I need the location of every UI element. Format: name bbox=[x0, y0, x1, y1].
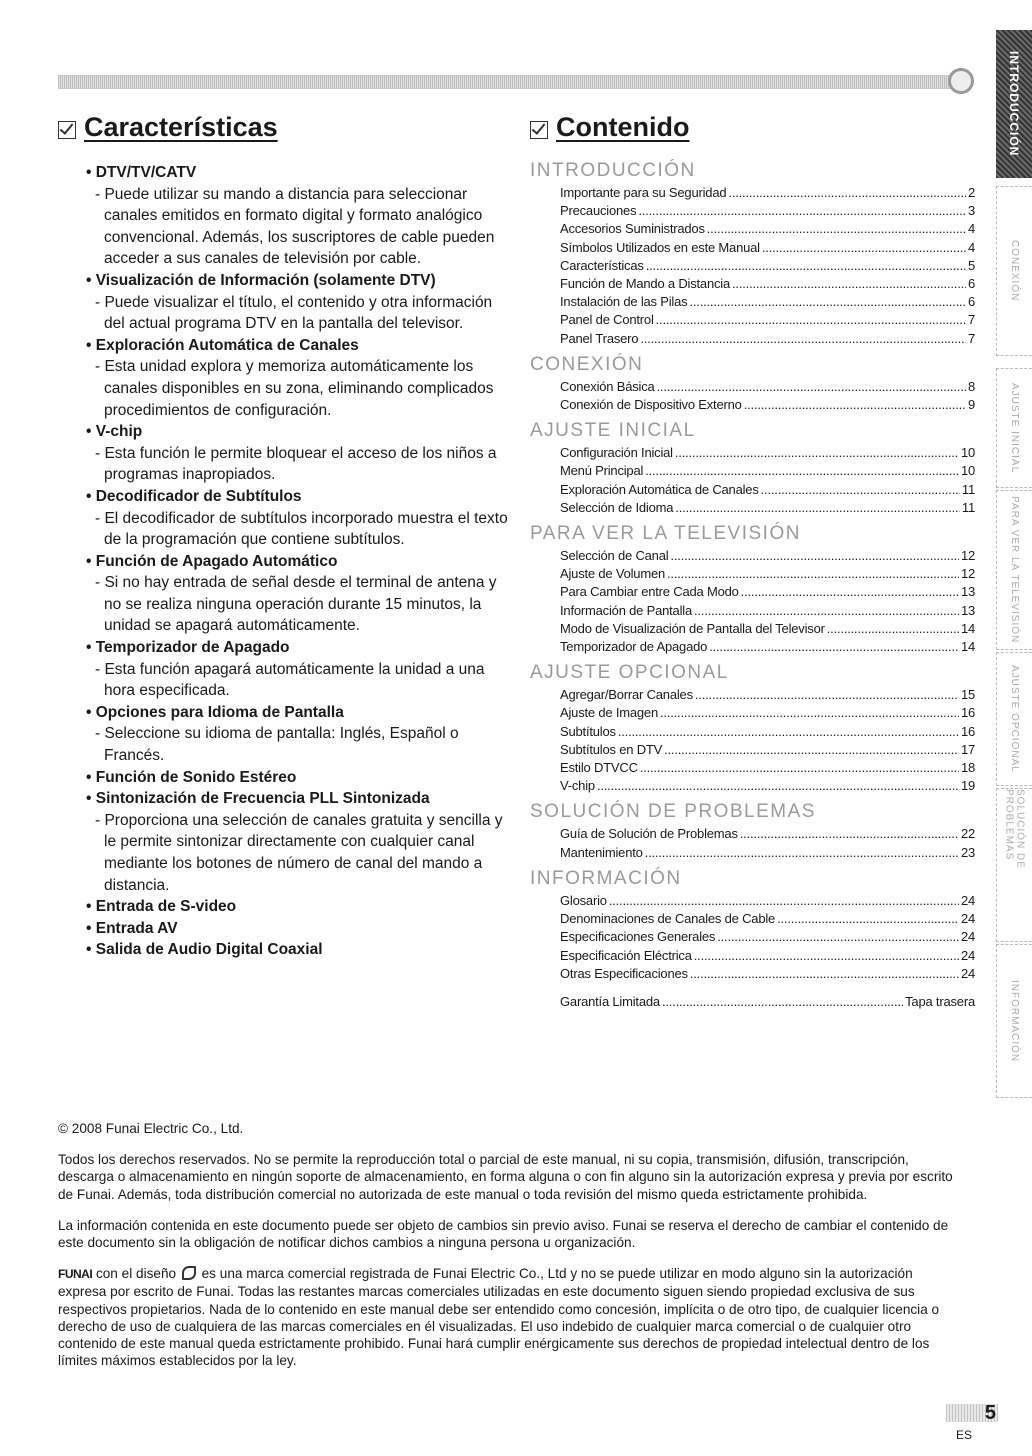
feature-item bbox=[86, 421, 511, 486]
toc-entry[interactable] bbox=[560, 257, 975, 275]
toc-entry-page: 24 bbox=[960, 892, 975, 908]
toc-entry-page: 24 bbox=[960, 929, 975, 945]
toc-entry-page: 24 bbox=[960, 947, 975, 963]
toc-leader bbox=[740, 825, 959, 843]
features-list bbox=[86, 162, 511, 961]
toc-entry-label: Especificaciones Generales bbox=[560, 929, 716, 945]
feature-heading: • Exploración Automática de Canales bbox=[86, 335, 511, 357]
feature-description: - Esta unidad explora y memoriza automáticamente los canales disponibles en su zona, eliminando complicados procedimientos de configuración. bbox=[95, 358, 494, 419]
toc-entry-label: Configuración Inicial bbox=[560, 445, 673, 461]
toc-leader bbox=[675, 444, 959, 462]
feature-heading: • Salida de Audio Digital Coaxial bbox=[86, 939, 511, 961]
toc-entry-page: Tapa trasera bbox=[905, 993, 975, 1009]
toc-entry-page: 7 bbox=[967, 330, 975, 346]
toc-entry-label: Estilo DTVCC bbox=[560, 760, 638, 776]
toc-entry-page: 10 bbox=[960, 445, 975, 461]
toc-entry-page: 14 bbox=[960, 620, 975, 636]
feature-heading: • Decodificador de Subtítulos bbox=[86, 486, 511, 508]
toc-leader bbox=[657, 378, 966, 396]
toc-entry[interactable] bbox=[560, 583, 975, 601]
toc-section-heading: CONEXIÓN bbox=[530, 353, 644, 375]
toc-entry-page: 2 bbox=[967, 185, 975, 200]
copyright: © 2008 Funai Electric Co., Ltd. bbox=[58, 1121, 244, 1136]
feature-heading: • Visualización de Información (solamente DTV) bbox=[86, 270, 511, 292]
toc-entry-label: Selección de Idioma bbox=[560, 499, 674, 515]
feature-item bbox=[86, 162, 511, 270]
toc-entry[interactable] bbox=[560, 759, 975, 777]
toc-entry-page: 16 bbox=[960, 723, 975, 739]
toc-entry[interactable] bbox=[560, 499, 975, 517]
toc-entry[interactable] bbox=[560, 444, 975, 462]
features-title bbox=[58, 112, 278, 143]
sidebar-tab-label: INTRODUCCIÓN bbox=[1007, 51, 1021, 157]
header-rule-end bbox=[948, 68, 974, 94]
toc-leader bbox=[618, 723, 959, 741]
toc-section-heading: AJUSTE INICIAL bbox=[530, 420, 696, 442]
toc-entry-label: Para Cambiar entre Cada Modo bbox=[560, 584, 739, 600]
toc-entry[interactable] bbox=[560, 844, 975, 862]
toc-entry-label: Ajuste de Imagen bbox=[560, 705, 658, 721]
toc-entry[interactable] bbox=[560, 686, 975, 704]
toc-entry[interactable] bbox=[560, 777, 975, 795]
toc-leader bbox=[645, 462, 959, 480]
toc-entry[interactable] bbox=[560, 293, 975, 311]
toc-entry-label: Instalación de las Pilas bbox=[560, 294, 688, 310]
sidebar-tab[interactable] bbox=[996, 186, 1032, 356]
trademark-text-a: con el diseño bbox=[95, 1266, 177, 1282]
table-of-contents bbox=[530, 160, 975, 1011]
toc-entry-label: Mantenimiento bbox=[560, 844, 643, 860]
feature-description: - Seleccione su idioma de pantalla: Inglés, Español o Francés. bbox=[95, 725, 459, 765]
sidebar-tab-label: INFORMACIÓN bbox=[1009, 979, 1020, 1063]
toc-entry-page: 3 bbox=[967, 203, 975, 219]
toc-entry-page: 10 bbox=[960, 463, 975, 479]
toc-entry-label: Selección de Canal bbox=[560, 548, 669, 564]
toc-leader bbox=[645, 844, 959, 862]
toc-entry[interactable] bbox=[560, 275, 975, 293]
feature-item bbox=[86, 767, 511, 789]
toc-entry-page: 6 bbox=[967, 294, 975, 310]
feature-item bbox=[86, 788, 511, 896]
rights-notice: Todos los derechos reservados. No se permite la reproducción total o parcial de este manual, ni su copia, transmisión, difusión, transcripción, descarga o almacenamiento en ningún soporte de almacenamiento, en forma alguna o con fin alguno sin la autorización expresa y previa por escrito de Funai. Además, toda distribución comercial no autorizada de este manual o toda revisión del mismo queda estrictamente prohibida. bbox=[58, 1152, 953, 1202]
toc-entry-warranty[interactable] bbox=[560, 993, 975, 1011]
toc-entry[interactable] bbox=[560, 620, 975, 638]
toc-leader bbox=[741, 583, 959, 601]
sidebar-tab[interactable] bbox=[996, 788, 1032, 942]
toc-entry[interactable] bbox=[560, 547, 975, 565]
checkbox-icon bbox=[58, 121, 76, 139]
feature-description: - El decodificador de subtítulos incorporado muestra el texto de la programación que contiene subtítulos. bbox=[95, 509, 508, 549]
toc-leader bbox=[707, 220, 966, 238]
toc-entry-label: Modo de Visualización de Pantalla del Televisor bbox=[560, 620, 825, 636]
sidebar-tab[interactable] bbox=[996, 30, 1032, 178]
feature-heading: • DTV/TV/CATV bbox=[86, 162, 511, 184]
funai-logo: FUNAI bbox=[58, 1267, 93, 1282]
toc-entry[interactable] bbox=[560, 462, 975, 480]
toc-leader bbox=[667, 565, 959, 583]
toc-entry-label: Denominaciones de Canales de Cable bbox=[560, 911, 776, 927]
toc-entry[interactable] bbox=[560, 704, 975, 722]
sidebar-tab-label: SOLUCIÓN DE PROBLEMAS bbox=[1003, 789, 1026, 869]
contents-title-text: Contenido bbox=[556, 112, 690, 142]
feature-item bbox=[86, 939, 511, 961]
toc-entry[interactable] bbox=[560, 330, 975, 348]
toc-entry[interactable] bbox=[560, 723, 975, 741]
toc-entry-page: 24 bbox=[960, 911, 975, 927]
language-code: ES bbox=[955, 1428, 972, 1442]
toc-entry[interactable] bbox=[560, 565, 975, 583]
toc-entry[interactable] bbox=[560, 928, 975, 946]
toc-entry-page: 24 bbox=[960, 965, 975, 981]
sidebar-tab-label: AJUSTE INICIAL bbox=[1009, 382, 1020, 474]
toc-entry-page: 22 bbox=[960, 826, 975, 842]
toc-entry-label: Glosario bbox=[560, 892, 607, 908]
toc-leader bbox=[690, 965, 959, 983]
legal-footer bbox=[58, 1120, 958, 1383]
toc-leader bbox=[732, 275, 966, 293]
toc-entry-label: Guía de Solución de Problemas bbox=[560, 826, 738, 842]
feature-description: - Proporciona una selección de canales gratuita y sencilla y le permite sintonizar directamente con cualquier canal mediante los botones de número de canal del mando a distancia. bbox=[95, 811, 503, 894]
trademark-notice bbox=[58, 1265, 958, 1369]
toc-entry[interactable] bbox=[560, 602, 975, 620]
toc-leader bbox=[638, 202, 966, 220]
toc-leader bbox=[646, 257, 966, 275]
feature-item bbox=[86, 270, 511, 335]
toc-entry-page: 19 bbox=[960, 778, 975, 794]
toc-entry[interactable] bbox=[560, 396, 975, 414]
feature-description: - Esta función le permite bloquear el acceso de los niños a programas inapropiados. bbox=[95, 444, 497, 484]
feature-item bbox=[86, 702, 511, 767]
page-number: 5 bbox=[984, 1402, 996, 1424]
feature-item bbox=[86, 335, 511, 421]
toc-entry-page: 13 bbox=[960, 602, 975, 618]
feature-description: - Puede visualizar el título, el contenido y otra información del actual programa DTV en la pantalla del televisor. bbox=[95, 293, 493, 333]
checkbox-icon bbox=[530, 121, 548, 139]
toc-entry-page: 11 bbox=[961, 481, 975, 497]
toc-leader bbox=[827, 620, 959, 638]
toc-entry-label: Información de Pantalla bbox=[560, 602, 692, 618]
toc-entry-label: Otras Especificaciones bbox=[560, 965, 688, 981]
toc-leader bbox=[609, 892, 959, 910]
toc-entry[interactable] bbox=[560, 825, 975, 843]
toc-entry-label: Conexión Básica bbox=[560, 378, 655, 394]
toc-leader bbox=[777, 910, 959, 928]
toc-leader bbox=[695, 686, 959, 704]
toc-leader bbox=[694, 602, 959, 620]
toc-entry-label: Precauciones bbox=[560, 203, 637, 219]
toc-entry-label: Panel de Control bbox=[560, 312, 654, 328]
toc-entry-page: 23 bbox=[960, 844, 975, 860]
toc-section-heading: AJUSTE OPCIONAL bbox=[530, 662, 729, 684]
feature-item bbox=[86, 486, 511, 551]
toc-leader bbox=[709, 638, 959, 656]
feature-heading: • V-chip bbox=[86, 421, 511, 443]
toc-entry-label: Símbolos Utilizados en este Manual bbox=[560, 239, 760, 255]
toc-leader bbox=[664, 741, 959, 759]
toc-section-heading: INTRODUCCIÓN bbox=[530, 160, 696, 181]
toc-entry[interactable] bbox=[560, 184, 975, 202]
toc-entry-label: Menú Principal bbox=[560, 463, 644, 479]
toc-leader bbox=[662, 993, 903, 1011]
toc-entry-page: 11 bbox=[961, 499, 975, 515]
toc-entry-page: 6 bbox=[967, 276, 975, 292]
toc-entry-page: 4 bbox=[967, 239, 975, 255]
feature-description: - Si no hay entrada de señal desde el terminal de antena y no se realiza ninguna operación durante 15 minutos, la unidad se apagará automáticamente. bbox=[95, 574, 497, 635]
toc-entry-page: 9 bbox=[967, 397, 975, 413]
sidebar-tab-label: CONEXIÓN bbox=[1009, 240, 1020, 302]
sidebar-tab[interactable] bbox=[996, 490, 1032, 650]
feature-description: - Puede utilizar su mando a distancia para seleccionar canales emitidos en formato digital y formato analógico convencional. Además, los suscriptores de cable pueden acceder a sus canales de televisión por cable. bbox=[95, 185, 495, 268]
toc-entry-label: Panel Trasero bbox=[560, 330, 639, 346]
toc-entry[interactable] bbox=[560, 378, 975, 396]
toc-entry[interactable] bbox=[560, 311, 975, 329]
feature-heading: • Opciones para Idioma de Pantalla bbox=[86, 702, 511, 724]
toc-entry-page: 18 bbox=[960, 760, 975, 776]
feature-heading: • Temporizador de Apagado bbox=[86, 637, 511, 659]
toc-entry-page: 4 bbox=[967, 221, 975, 237]
toc-section-heading: PARA VER LA TELEVISIÓN bbox=[530, 523, 801, 545]
toc-entry-page: 14 bbox=[960, 639, 975, 655]
toc-entry-page: 16 bbox=[960, 705, 975, 721]
toc-leader bbox=[689, 293, 966, 311]
toc-leader bbox=[640, 330, 966, 348]
toc-entry-label: Subtítulos bbox=[560, 723, 616, 739]
toc-leader bbox=[694, 947, 959, 965]
toc-entry-label: Importante para su Seguridad bbox=[560, 185, 727, 200]
toc-entry-page: 13 bbox=[960, 584, 975, 600]
toc-entry[interactable] bbox=[560, 220, 975, 238]
toc-entry-label: Subtítulos en DTV bbox=[560, 741, 663, 757]
toc-leader bbox=[656, 311, 966, 329]
toc-entry-label: Especificación Eléctrica bbox=[560, 947, 692, 963]
toc-entry-label: Temporizador de Apagado bbox=[560, 639, 708, 655]
feature-heading: • Entrada de S-video bbox=[86, 896, 511, 918]
toc-entry-label: Función de Mando a Distancia bbox=[560, 276, 731, 292]
toc-entry[interactable] bbox=[560, 965, 975, 983]
toc-entry-label: Características bbox=[560, 257, 644, 273]
toc-entry[interactable] bbox=[560, 892, 975, 910]
toc-entry-page: 5 bbox=[967, 257, 975, 273]
toc-leader bbox=[675, 499, 960, 517]
toc-leader bbox=[761, 481, 960, 499]
contents-title bbox=[530, 112, 689, 143]
toc-entry[interactable] bbox=[560, 202, 975, 220]
toc-leader bbox=[744, 396, 966, 414]
feature-heading: • Función de Sonido Estéreo bbox=[86, 767, 511, 789]
toc-leader bbox=[670, 547, 959, 565]
toc-entry[interactable] bbox=[560, 239, 975, 257]
header-rule bbox=[58, 75, 958, 89]
toc-entry-label: Accesorios Suministrados bbox=[560, 221, 705, 237]
toc-entry-label: Agregar/Borrar Canales bbox=[560, 687, 693, 703]
sidebar-tab[interactable] bbox=[996, 944, 1032, 1098]
sidebar-tab[interactable] bbox=[996, 652, 1032, 786]
toc-entry-label: V-chip bbox=[560, 778, 595, 794]
toc-leader bbox=[717, 928, 959, 946]
toc-entry-page: 12 bbox=[960, 548, 975, 564]
toc-entry[interactable] bbox=[560, 741, 975, 759]
feature-item bbox=[86, 896, 511, 918]
feature-item bbox=[86, 551, 511, 637]
trademark-text-b: es una marca comercial registrada de Funai Electric Co., Ltd y no se puede utilizar en modo alguno sin la autorización expresa por escrito de Funai. Todas las restantes marcas comerciales utilizadas en este documento siguen siendo propiedad exclusiva de sus respectivos propietarios. Nada de lo contenido en este manual debe ser entendido como concesión, implícita o de otro tipo, de cualquier licencia o derecho de uso de cualquiera de las marcas comerciales en él visualizadas. El uso indebido de cualquier marca comercial o de cualquier otro contenido de este manual queda estrictamente prohibido. Funai hará cumplir enérgicamente sus derechos de propiedad intelectual dentro de los límites máximos establecidos por la ley. bbox=[58, 1266, 940, 1369]
toc-leader bbox=[762, 239, 966, 257]
toc-entry[interactable] bbox=[560, 638, 975, 656]
sidebar-tab-label: AJUSTE OPCIONAL bbox=[1009, 665, 1020, 773]
toc-entry[interactable] bbox=[560, 947, 975, 965]
toc-entry-page: 8 bbox=[967, 378, 975, 394]
toc-leader bbox=[640, 759, 959, 777]
toc-entry-page: 17 bbox=[960, 741, 975, 757]
toc-entry-label: Ajuste de Volumen bbox=[560, 566, 666, 582]
features-title-text: Características bbox=[84, 112, 278, 142]
changes-notice: La información contenida en este documento puede ser objeto de cambios sin previo aviso. Funai se reserva el derecho de cambiar el contenido de este documento sin la obligación de notificar dichos cambios a ninguna persona u organización. bbox=[58, 1217, 949, 1251]
toc-section-heading: INFORMACIÓN bbox=[530, 867, 682, 889]
toc-entry-page: 12 bbox=[960, 566, 975, 582]
sidebar-tab-label: PARA VER LA TELEVISIÓN bbox=[1009, 496, 1020, 644]
feature-item bbox=[86, 637, 511, 702]
toc-entry-page: 15 bbox=[960, 687, 975, 703]
toc-leader bbox=[660, 704, 959, 722]
feature-heading: • Sintonización de Frecuencia PLL Sintonizada bbox=[86, 788, 511, 810]
feature-description: - Esta función apagará automáticamente la unidad a una hora especificada. bbox=[95, 660, 485, 700]
toc-entry-label: Exploración Automática de Canales bbox=[560, 481, 759, 497]
toc-entry-label: Conexión de Dispositivo Externo bbox=[560, 397, 742, 413]
feature-heading: • Entrada AV bbox=[86, 918, 511, 940]
toc-entry[interactable] bbox=[560, 481, 975, 499]
feature-heading: • Función de Apagado Automático bbox=[86, 551, 511, 573]
toc-section-heading: SOLUCIÓN DE PROBLEMAS bbox=[530, 801, 816, 823]
feature-item bbox=[86, 918, 511, 940]
toc-entry-page: 7 bbox=[967, 312, 975, 328]
sidebar-tab[interactable] bbox=[996, 368, 1032, 488]
toc-leader bbox=[597, 777, 959, 795]
toc-entry[interactable] bbox=[560, 910, 975, 928]
toc-entry-label: Garantía Limitada bbox=[560, 993, 660, 1009]
funai-swirl-icon bbox=[182, 1266, 196, 1280]
toc-leader bbox=[728, 184, 966, 202]
